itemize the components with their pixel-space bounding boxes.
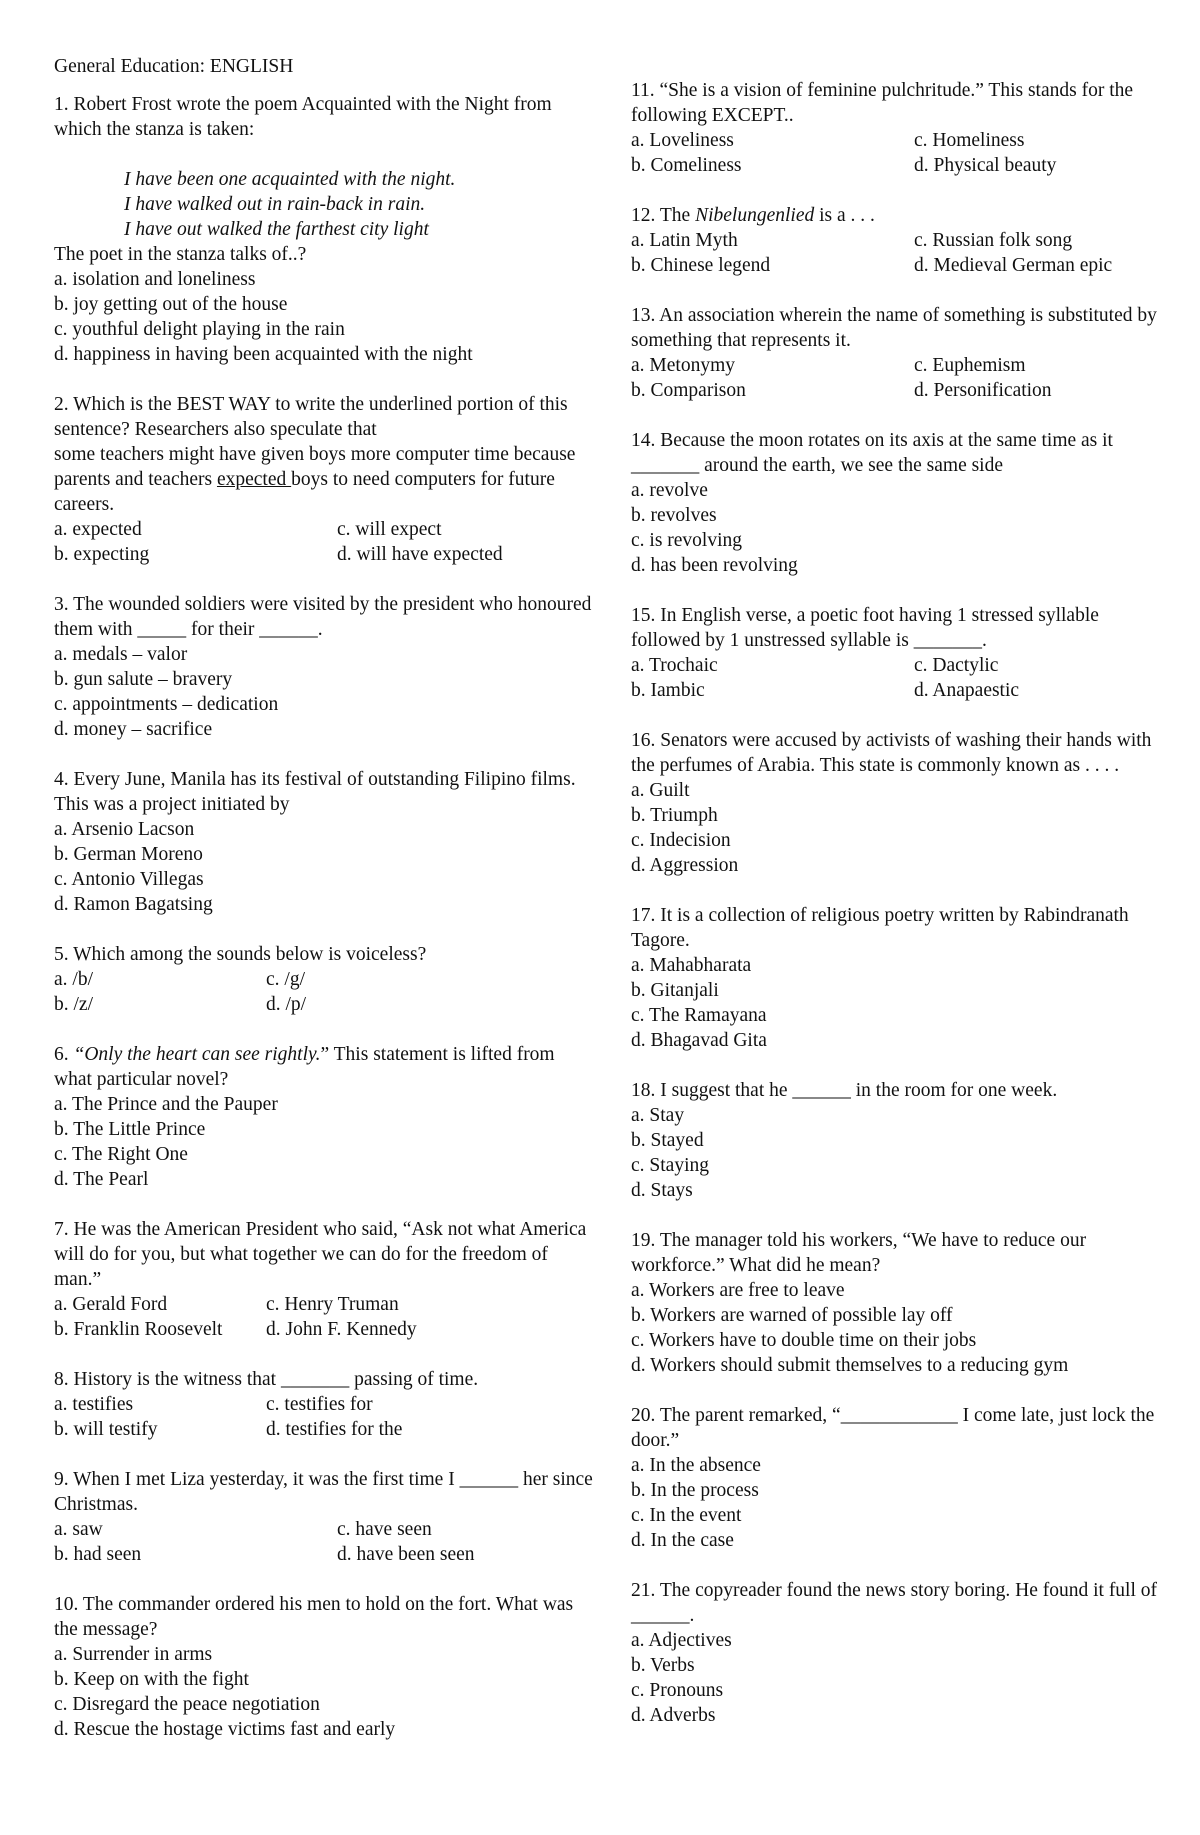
answer-option: c. Dactylic (914, 655, 999, 676)
answer-option: d. Personification (914, 380, 1052, 401)
question-4 (54, 767, 594, 917)
answer-option: a. Metonymy (631, 355, 735, 376)
question-stem: 10. The commander ordered his men to hold on the fort. What was the message? (54, 1594, 574, 1640)
answer-option: c. Pronouns (631, 1680, 724, 1701)
answer-option: d. will have expected (337, 544, 503, 565)
answer-option: c. have seen (337, 1519, 432, 1540)
question-stem: 7. He was the American President who said, “Ask not what America will do for you, but what together we can do for the freedom of man.” (54, 1219, 587, 1290)
answer-option: c. Antonio Villegas (54, 869, 204, 890)
answer-option: a. Loveliness (631, 130, 734, 151)
answer-options (631, 128, 1166, 178)
answer-option: b. /z/ (54, 994, 93, 1015)
question-stem (54, 1042, 594, 1092)
question-19 (631, 1228, 1166, 1378)
answer-option: b. will testify (54, 1419, 158, 1440)
stem-text-continued (54, 442, 594, 517)
answer-option: a. Adjectives (631, 1630, 732, 1651)
stem-text: 12. The (631, 205, 696, 226)
answer-options (54, 1292, 594, 1342)
answer-option: b. Chinese legend (631, 255, 771, 276)
poem-stanza (124, 167, 594, 242)
answer-option: a. Arsenio Lacson (54, 819, 195, 840)
answer-option: c. Homeliness (914, 130, 1025, 151)
answer-option: b. Verbs (631, 1655, 695, 1676)
question-3 (54, 592, 594, 742)
question-14 (631, 428, 1166, 578)
stanza-line: I have been one acquainted with the night. (124, 169, 456, 190)
question-stem: 4. Every June, Manila has its festival of outstanding Filipino films. This was a project initiated by (54, 769, 576, 815)
answer-option: a. Latin Myth (631, 230, 738, 251)
answer-options (54, 1392, 594, 1442)
stanza-line: I have out walked the farthest city light (124, 219, 429, 240)
answer-option: c. In the event (631, 1505, 742, 1526)
answer-options (54, 1642, 594, 1742)
answer-options (54, 517, 594, 567)
answer-option: a. Stay (631, 1105, 685, 1126)
answer-option: a. Surrender in arms (54, 1644, 213, 1665)
question-stem (631, 203, 1166, 228)
question-stem: 15. In English verse, a poetic foot having 1 stressed syllable followed by 1 unstressed syllable is _______. (631, 605, 1099, 651)
answer-option: d. Ramon Bagatsing (54, 894, 213, 915)
question-stem: 20. The parent remarked, “____________ I come late, just lock the door.” (631, 1405, 1155, 1451)
question-20 (631, 1403, 1166, 1553)
question-7 (54, 1217, 594, 1342)
question-13 (631, 303, 1166, 403)
question-18 (631, 1078, 1166, 1203)
answer-option: b. Gitanjali (631, 980, 719, 1001)
question-2 (54, 392, 594, 567)
answer-options (54, 967, 594, 1017)
stem-text: is a . . . (814, 205, 875, 226)
answer-option: b. Comeliness (631, 155, 742, 176)
answer-options (631, 353, 1166, 403)
stem-text: some teachers might have given boys more computer time because parents and teachers (54, 444, 576, 490)
answer-option: c. Workers have to double time on their jobs (631, 1330, 977, 1351)
answer-options (54, 1517, 594, 1567)
answer-option: c. The Ramayana (631, 1005, 767, 1026)
answer-option: d. Medieval German epic (914, 255, 1113, 276)
answer-option: a. expected (54, 519, 142, 540)
answer-option: b. joy getting out of the house (54, 294, 288, 315)
answer-option: a. Mahabharata (631, 955, 752, 976)
question-stem: 1. Robert Frost wrote the poem Acquainted with the Night from which the stanza is taken: (54, 94, 552, 140)
answer-option: b. Franklin Roosevelt (54, 1319, 223, 1340)
answer-option: c. /g/ (266, 969, 305, 990)
answer-option: a. saw (54, 1519, 103, 1540)
answer-option: a. Trochaic (631, 655, 718, 676)
answer-option: d. have been seen (337, 1544, 475, 1565)
answer-option: a. isolation and loneliness (54, 269, 256, 290)
question-1 (54, 92, 594, 367)
question-17 (631, 903, 1166, 1053)
answer-option: d. The Pearl (54, 1169, 149, 1190)
stem-text: 6. (54, 1044, 74, 1065)
question-21 (631, 1578, 1166, 1728)
work-title: Nibelungenlied (695, 205, 815, 226)
answer-options (631, 653, 1166, 703)
question-stem: 3. The wounded soldiers were visited by the president who honoured them with _____ for their ______. (54, 594, 592, 640)
answer-option: c. Staying (631, 1155, 709, 1176)
answer-option: b. German Moreno (54, 844, 203, 865)
answer-option: a. Guilt (631, 780, 690, 801)
document-title: General Education: ENGLISH (54, 56, 294, 77)
answer-option: a. The Prince and the Pauper (54, 1094, 278, 1115)
answer-option: c. Indecision (631, 830, 731, 851)
question-6 (54, 1042, 594, 1192)
answer-option: b. gun salute – bravery (54, 669, 233, 690)
stem-text: boys to need computers for future careers. (54, 469, 555, 515)
answer-options (54, 817, 594, 917)
question-stem: 5. Which among the sounds below is voiceless? (54, 944, 427, 965)
answer-option: c. Disregard the peace negotiation (54, 1694, 320, 1715)
answer-option: b. Workers are warned of possible lay off (631, 1305, 953, 1326)
answer-options (54, 642, 594, 742)
answer-option: b. Iambic (631, 680, 705, 701)
answer-option: b. The Little Prince (54, 1119, 206, 1140)
question-stem: 16. Senators were accused by activists of washing their hands with the perfumes of Arabia. This state is commonly known as . . . . (631, 730, 1152, 776)
answer-option: d. Stays (631, 1180, 693, 1201)
answer-option: c. appointments – dedication (54, 694, 279, 715)
answer-option: a. /b/ (54, 969, 93, 990)
question-9 (54, 1467, 594, 1567)
question-stem: 8. History is the witness that _______ passing of time. (54, 1369, 479, 1390)
answer-option: d. has been revolving (631, 555, 798, 576)
stem-text: ” This statement is lifted from what particular novel? (54, 1044, 555, 1090)
answer-options (631, 778, 1166, 878)
answer-option: a. medals – valor (54, 644, 188, 665)
question-12 (631, 203, 1166, 278)
answer-option: d. John F. Kennedy (266, 1319, 417, 1340)
answer-options (631, 1103, 1166, 1203)
stem-text: 2. Which is the BEST WAY to write the underlined portion of this sentence? Researchers also speculate that (54, 394, 568, 440)
answer-option: c. Russian folk song (914, 230, 1073, 251)
answer-option: a. Workers are free to leave (631, 1280, 845, 1301)
question-stem: 18. I suggest that he ______ in the room for one week. (631, 1080, 1058, 1101)
question-followup: The poet in the stanza talks of..? (54, 244, 307, 265)
answer-option: b. Triumph (631, 805, 718, 826)
question-16 (631, 728, 1166, 878)
answer-option: d. Anapaestic (914, 680, 1020, 701)
answer-option: b. In the process (631, 1480, 759, 1501)
answer-option: d. Aggression (631, 855, 739, 876)
answer-option: d. Adverbs (631, 1705, 716, 1726)
answer-option: b. Stayed (631, 1130, 704, 1151)
answer-option: a. revolve (631, 480, 708, 501)
question-15 (631, 603, 1166, 703)
left-column (54, 0, 594, 1767)
question-stem: 14. Because the moon rotates on its axis at the same time as it _______ around the earth, we see the same side (631, 430, 1113, 476)
answer-option: d. money – sacrifice (54, 719, 213, 740)
answer-option: b. revolves (631, 505, 717, 526)
question-stem: 21. The copyreader found the news story boring. He found it full of ______. (631, 1580, 1158, 1626)
answer-option: c. will expect (337, 519, 442, 540)
question-8 (54, 1367, 594, 1442)
answer-option: c. Henry Truman (266, 1294, 399, 1315)
answer-option: c. youthful delight playing in the rain (54, 319, 345, 340)
answer-option: d. Physical beauty (914, 155, 1057, 176)
question-10 (54, 1592, 594, 1742)
answer-option: b. Keep on with the fight (54, 1669, 249, 1690)
answer-option: d. Workers should submit themselves to a reducing gym (631, 1355, 1069, 1376)
question-11 (631, 78, 1166, 178)
question-5 (54, 942, 594, 1017)
question-stem (54, 392, 594, 517)
question-stem: 9. When I met Liza yesterday, it was the first time I ______ her since Christmas. (54, 1469, 593, 1515)
answer-option: c. The Right One (54, 1144, 188, 1165)
question-stem: 17. It is a collection of religious poetry written by Rabindranath Tagore. (631, 905, 1129, 951)
answer-option: c. is revolving (631, 530, 743, 551)
answer-option: d. testifies for the (266, 1419, 403, 1440)
answer-option: b. Comparison (631, 380, 746, 401)
question-stem: 19. The manager told his workers, “We have to reduce our workforce.” What did he mean? (631, 1230, 1087, 1276)
answer-option: d. In the case (631, 1530, 734, 1551)
answer-options (54, 267, 594, 367)
answer-options (631, 478, 1166, 578)
underlined-portion: expected (216, 469, 292, 490)
answer-option: a. testifies (54, 1394, 134, 1415)
answer-option: c. testifies for (266, 1394, 373, 1415)
answer-options (54, 1092, 594, 1192)
answer-options (631, 1453, 1166, 1553)
answer-option: b. had seen (54, 1544, 142, 1565)
stanza-line: I have walked out in rain-back in rain. (124, 194, 426, 215)
answer-option: d. Rescue the hostage victims fast and early (54, 1719, 396, 1740)
answer-option: c. Euphemism (914, 355, 1026, 376)
answer-option: a. Gerald Ford (54, 1294, 168, 1315)
answer-options (631, 1628, 1166, 1728)
answer-option: a. In the absence (631, 1455, 761, 1476)
question-stem: 13. An association wherein the name of something is substituted by something that represents it. (631, 305, 1157, 351)
answer-options (631, 953, 1166, 1053)
question-stem: 11. “She is a vision of feminine pulchritude.” This stands for the following EXCEPT.. (631, 80, 1134, 126)
answer-option: b. expecting (54, 544, 150, 565)
answer-option: d. Bhagavad Gita (631, 1030, 767, 1051)
answer-option: d. /p/ (266, 994, 307, 1015)
answer-options (631, 1278, 1166, 1378)
answer-option: d. happiness in having been acquainted with the night (54, 344, 473, 365)
quoted-statement: “Only the heart can see rightly. (73, 1044, 321, 1065)
answer-options (631, 228, 1166, 278)
right-column (631, 0, 1166, 1753)
